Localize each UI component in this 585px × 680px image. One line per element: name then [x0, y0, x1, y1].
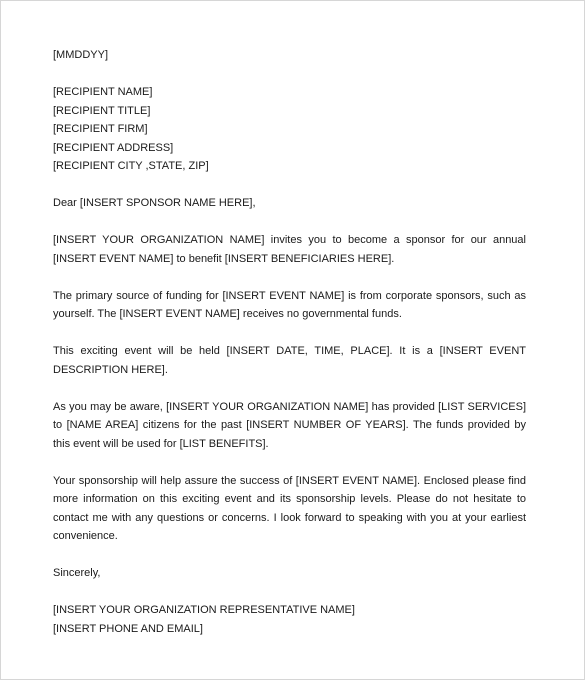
- paragraph-funding: The primary source of funding for [INSERT EVENT NAME] is from corporate sponsors, such as yourself. The [INSERT EVENT NAME] receives no governmental funds.: [53, 289, 526, 320]
- letter-date: [MMDDYY]: [53, 49, 108, 61]
- spacer: [53, 176, 526, 195]
- signature-representative: [INSERT YOUR ORGANIZATION REPRESENTATIVE NAME]: [53, 604, 355, 616]
- recipient-block: [53, 83, 526, 176]
- signature-contact: [INSERT PHONE AND EMAIL]: [53, 622, 203, 635]
- signature-block: [53, 601, 526, 638]
- salutation: Dear [INSERT SPONSOR NAME HERE],: [53, 197, 256, 209]
- letter-body: [53, 46, 526, 638]
- spacer: [53, 268, 526, 287]
- paragraph-event-details: This exciting event will be held [INSERT DATE, TIME, PLACE]. It is a [INSERT EVENT DESCRIPTION HERE].: [53, 345, 526, 376]
- paragraph-sponsorship: Your sponsorship will help assure the success of [INSERT EVENT NAME]. Enclosed please find more information on this exciting event and its sponsorship levels. Please do not hesitate to contact me with any questions or concerns. I look forward to speaking with you at your earliest convenience.: [53, 474, 526, 542]
- paragraph-invitation: [INSERT YOUR ORGANIZATION NAME] invites you to become a sponsor for our annual [INSERT EVENT NAME] to benefit [INSERT BENEFICIARIES HERE].: [53, 234, 526, 265]
- recipient-name: [RECIPIENT NAME]: [53, 86, 153, 98]
- recipient-address: [RECIPIENT ADDRESS]: [53, 141, 174, 154]
- recipient-city-state-zip: [RECIPIENT CITY ,STATE, ZIP]: [53, 160, 209, 172]
- spacer: [53, 546, 526, 565]
- recipient-title: [RECIPIENT TITLE]: [53, 104, 151, 117]
- spacer: [53, 379, 526, 398]
- closing: Sincerely,: [53, 567, 101, 579]
- spacer: [53, 213, 526, 232]
- recipient-firm: [RECIPIENT FIRM]: [53, 123, 148, 135]
- spacer: [53, 583, 526, 602]
- paragraph-services: As you may be aware, [INSERT YOUR ORGANIZATION NAME] has provided [LIST SERVICES] to [NAME AREA] citizens for the past [INSERT NUMBER OF YEARS]. The funds provided by this event will be used for [LIST BENEFITS].: [53, 400, 526, 450]
- spacer: [53, 453, 526, 472]
- spacer: [53, 65, 526, 84]
- spacer: [53, 324, 526, 343]
